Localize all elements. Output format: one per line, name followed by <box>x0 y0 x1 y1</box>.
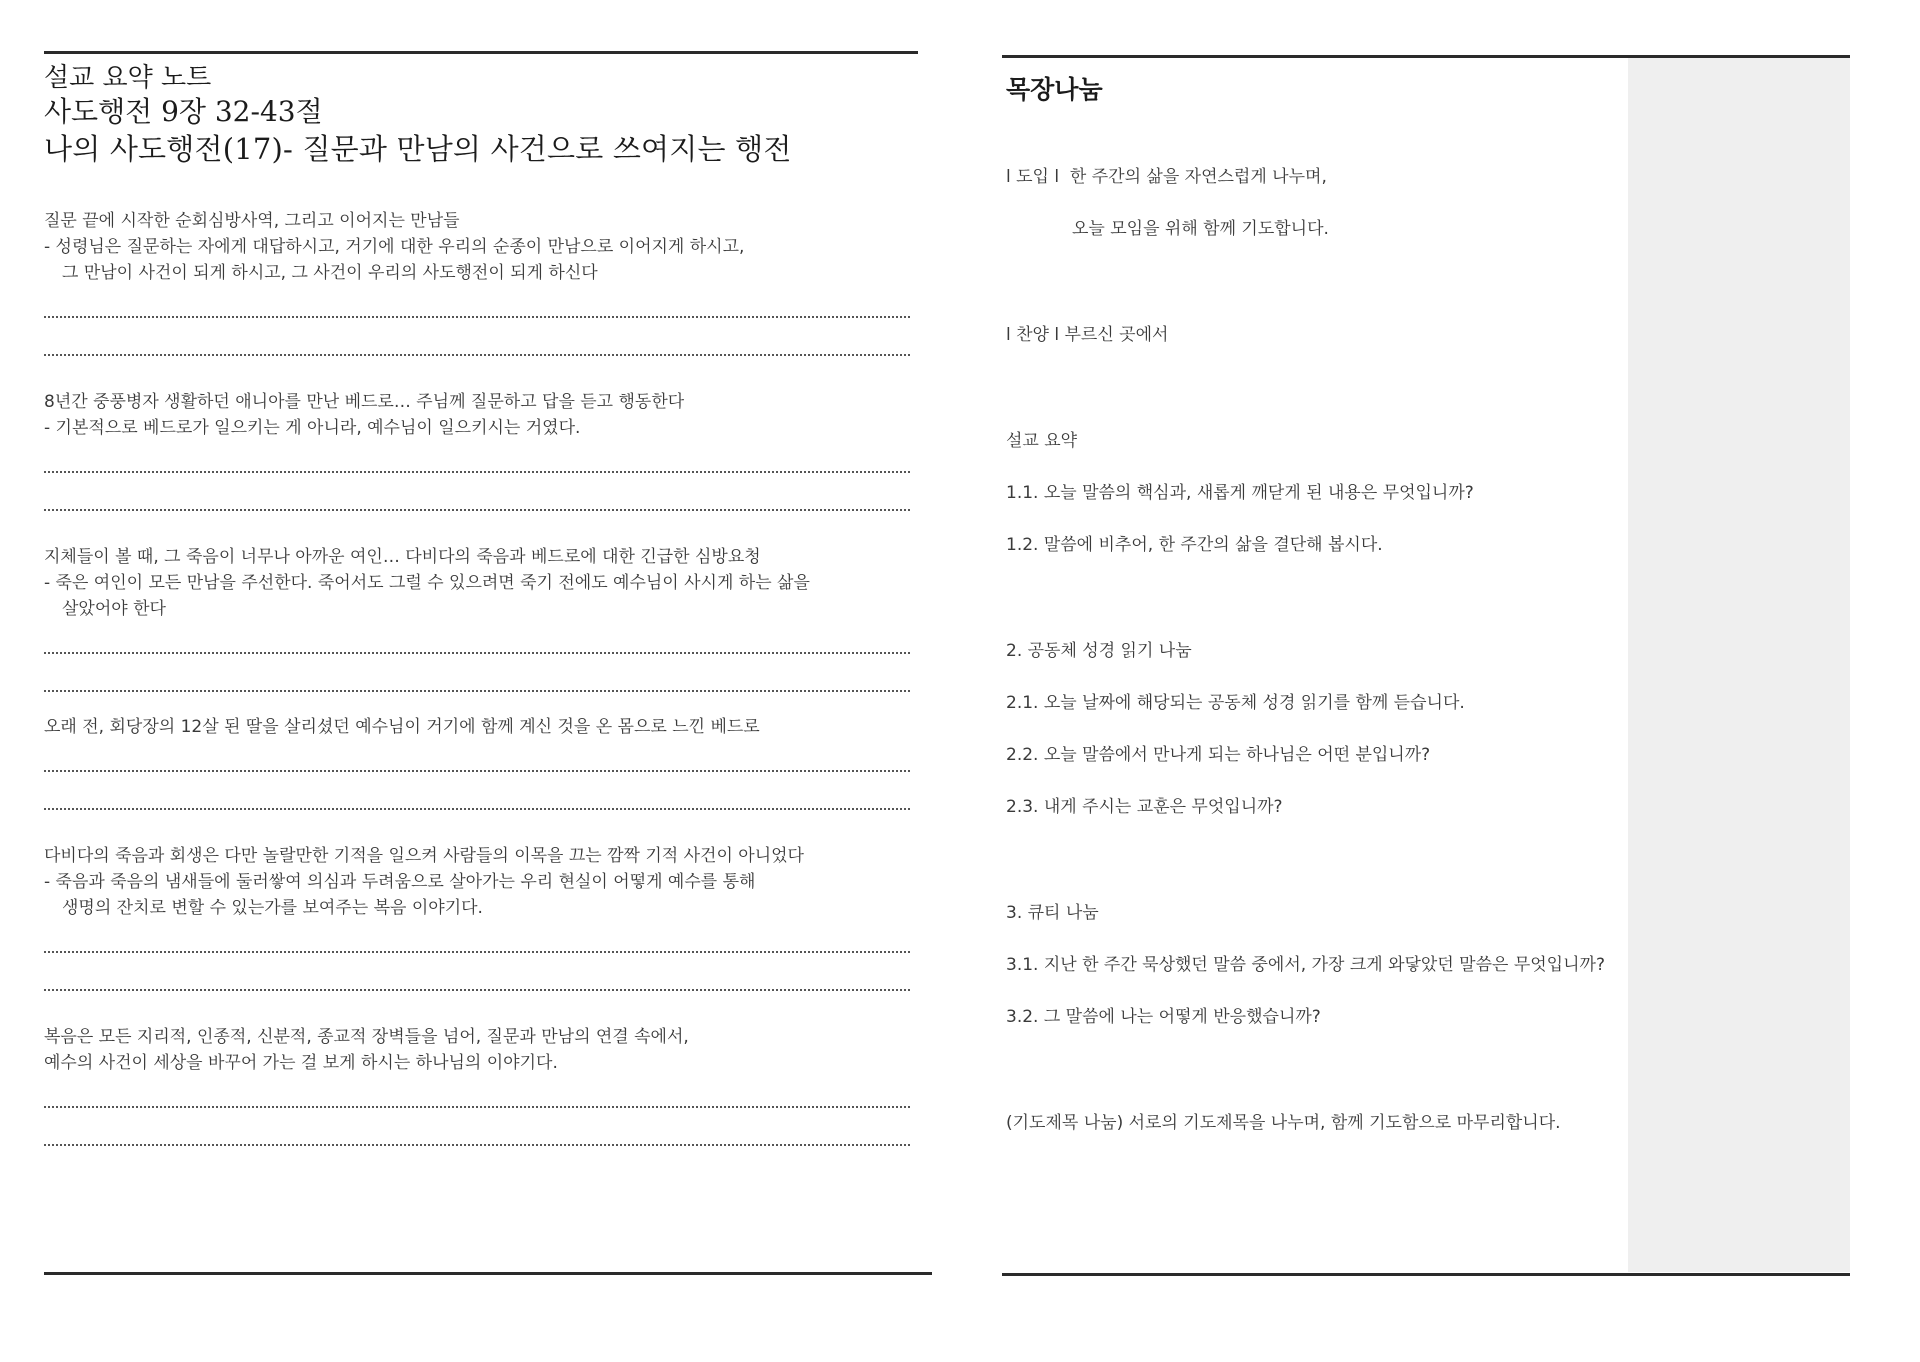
point-text: 그 만남이 사건이 되게 하시고, 그 사건이 우리의 사도행전이 되게 하신다 <box>62 263 598 283</box>
sermon-point-6 <box>44 1024 914 1146</box>
small-group-page <box>960 0 1920 1362</box>
small-group-title: 목장나눔 <box>1006 75 1103 104</box>
point-text: 질문 끝에 시작한 순회심방사역, 그리고 이어지는 만남들 <box>44 211 460 231</box>
point-text: 예수의 사건이 세상을 바꾸어 가는 걸 보게 하시는 하나님의 이야기다. <box>44 1053 558 1073</box>
sermon-header <box>44 62 914 168</box>
intro-text: 한 주간의 삶을 자연스럽게 나누며, <box>1069 167 1327 187</box>
point-text: 지체들이 볼 때, 그 죽음이 너무나 아까운 여인… 다비다의 죽음과 베드로에 대한 긴급한 심방요청 <box>44 547 761 567</box>
sermon-point-5 <box>44 843 914 991</box>
intro-line <box>1006 164 1327 190</box>
closing-prayer: (기도제목 나눔) 서로의 기도제목을 나누며, 함께 기도함으로 마무리합니다. <box>1006 1113 1561 1133</box>
summary-heading: 설교 요약 <box>1006 431 1078 451</box>
point-text: 오래 전, 회당장의 12살 된 딸을 살리셨던 예수님이 거기에 함께 계신 것을 온 몸으로 느낀 베드로 <box>44 717 760 737</box>
point-text: - 성령님은 질문하는 자에게 대답하시고, 거기에 대한 우리의 순종이 만남으로 이어지게 하시고, <box>44 237 745 257</box>
note-line[interactable] <box>44 316 910 318</box>
intro-label: l 도입 l <box>1006 167 1060 187</box>
note-line[interactable] <box>44 652 910 654</box>
section-2-heading: 2. 공동체 성경 읽기 나눔 <box>1006 641 1192 661</box>
note-line[interactable] <box>44 471 910 473</box>
question-3-2: 3.2. 그 말씀에 나는 어떻게 반응했습니까? <box>1006 1007 1321 1027</box>
note-line[interactable] <box>44 1144 910 1146</box>
question-1-2: 1.2. 말씀에 비추어, 한 주간의 삶을 결단해 봅시다. <box>1006 535 1383 555</box>
sermon-title: 나의 사도행전(17)- 질문과 만남의 사건으로 쓰여지는 행전 <box>44 132 792 166</box>
question-2-2: 2.2. 오늘 말씀에서 만나게 되는 하나님은 어떤 분입니까? <box>1006 745 1431 765</box>
sermon-point-3 <box>44 544 914 692</box>
point-text: 다비다의 죽음과 회생은 다만 놀랄만한 기적을 일으켜 사람들의 이목을 끄는 깜짝 기적 사건이 아니었다 <box>44 846 804 866</box>
side-panel <box>1628 58 1850 1272</box>
point-text: - 죽은 여인이 모든 만남을 주선한다. 죽어서도 그럴 수 있으려면 죽기 전에도 예수님이 사시게 하는 삶을 <box>44 573 810 593</box>
question-2-3: 2.3. 내게 주시는 교훈은 무엇입니까? <box>1006 797 1283 817</box>
praise-line: l 찬양 l 부르신 곳에서 <box>1006 325 1169 345</box>
note-line[interactable] <box>44 770 910 772</box>
question-2-1: 2.1. 오늘 날짜에 해당되는 공동체 성경 읽기를 함께 듣습니다. <box>1006 693 1465 713</box>
intro-text-2: 오늘 모임을 위해 함께 기도합니다. <box>1072 219 1329 239</box>
point-text: 8년간 중풍병자 생활하던 애니아를 만난 베드로… 주님께 질문하고 답을 듣고 행동한다 <box>44 392 685 412</box>
scripture-reference: 사도행전 9장 32-43절 <box>44 95 323 128</box>
bottom-rule <box>44 1272 932 1275</box>
point-text: 생명의 잔치로 변할 수 있는가를 보여주는 복음 이야기다. <box>62 898 483 918</box>
sermon-point-4 <box>44 714 914 810</box>
question-1-1: 1.1. 오늘 말씀의 핵심과, 새롭게 깨닫게 된 내용은 무엇입니까? <box>1006 483 1474 503</box>
note-line[interactable] <box>44 951 910 953</box>
question-3-1: 3.1. 지난 한 주간 묵상했던 말씀 중에서, 가장 크게 와닿았던 말씀은 무엇입니까? <box>1006 955 1605 975</box>
section-3-heading: 3. 큐티 나눔 <box>1006 903 1099 923</box>
sermon-point-1 <box>44 208 914 356</box>
note-line[interactable] <box>44 1106 910 1108</box>
bottom-rule <box>1002 1273 1850 1276</box>
point-text: - 죽음과 죽음의 냄새들에 둘러쌓여 의심과 두려움으로 살아가는 우리 현실이 어떻게 예수를 통해 <box>44 872 756 892</box>
point-text: 살았어야 한다 <box>62 599 166 619</box>
notes-subtitle: 설교 요약 노트 <box>44 63 212 93</box>
point-text: - 기본적으로 베드로가 일으키는 게 아니라, 예수님이 일으키시는 거였다. <box>44 418 581 438</box>
top-rule <box>44 51 918 54</box>
sermon-body <box>44 208 914 1146</box>
sermon-point-2 <box>44 389 914 511</box>
point-text: 복음은 모든 지리적, 인종적, 신분적, 종교적 장벽들을 넘어, 질문과 만남의 연결 속에서, <box>44 1027 689 1047</box>
